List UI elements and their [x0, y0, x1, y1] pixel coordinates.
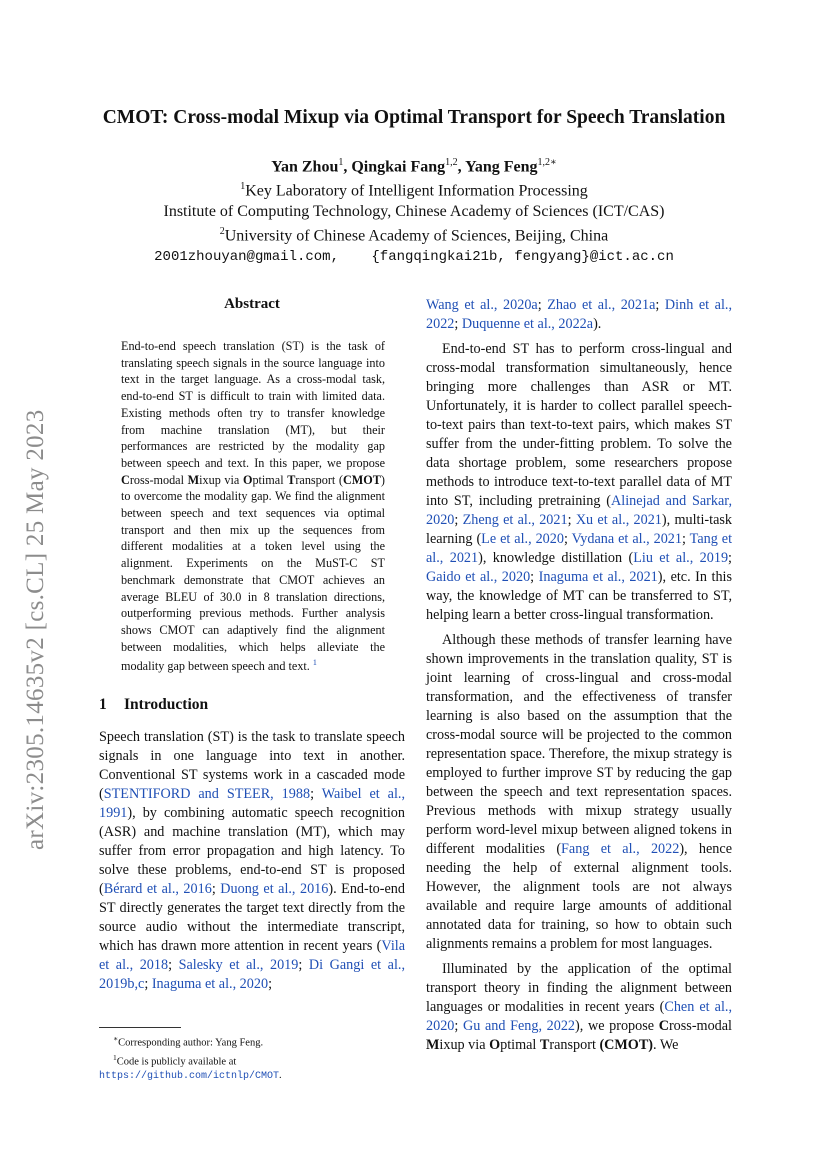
intro-paragraph-2: End-to-end ST has to perform cross-lingual and cross-modal transformation simultaneously, hence bringing more challenges than ASR or MT. Unfortunately, it is harder to collect parallel speech-to-text pairs than text-to-text pairs, which makes ST suffer from the under-fitting problem. To solve the data shortage problem, some researchers propose methods to introduce text-to-text parallel data of MT into ST, including pretraining (Alinejad and Sarkar, 2020; Zheng et al., 2021; Xu et al., 2021), multi-task learning (Le et al., 2020; Vydana et al., 2021; Tang et al., 2021), knowledge distillation (Liu et al., 2019; Gaido et al., 2020; Inaguma et al., 2021), etc. In this way, the knowledge of MT can be transferred to ST, helping learn a better cross-lingual transformation. [426, 341, 733, 623]
citation-link[interactable]: Bérard et al., 2016 [103, 881, 212, 898]
footnote-link[interactable]: 1 [312, 658, 317, 668]
affiliation-1b: Institute of Computing Technology, Chinese Academy of Sciences (ICT/CAS) [163, 202, 665, 220]
abstract-text: End-to-end speech translation (ST) is the task of translating speech signals in the source language into text in the target language. As a cross-modal task, end-to-end ST is difficult to train with limited data. Existing methods often try to transfer knowledge from machine translation (MT), but their performances are restricted by the modality gap between speech and text. In this paper, we propose Cross-modal Mixup via Optimal Transport (CMOT) to overcome the modality gap. We find the alignment between speech and text sequences via optimal transport and then mix up the sequences from different modalities at a token level using the alignment. Experiments on the MuST-C ST benchmark demonstrate that CMOT achieves an average BLEU of 30.0 in 8 translation directions, outperforming previous methods. Further analysis shows CMOT can adaptively find the alignment between modalities, which helps alleviate the modality gap between speech and text. $^1$ [121, 339, 385, 674]
right-column [426, 296, 732, 1055]
footnotes [99, 1027, 405, 1084]
author-name: Qingkai Fang [351, 158, 446, 176]
citation-link[interactable]: Dinh et al., 2022 [426, 297, 733, 332]
affiliation-mark: 1,2∗ [537, 157, 557, 168]
author-emails [0, 247, 828, 267]
citation-link[interactable]: Waibel et al., 1991 [99, 786, 406, 822]
paper-title: CMOT: Cross-modal Mixup via Optimal Transport for Speech Translation [102, 107, 726, 128]
author-block [0, 153, 828, 267]
citation-link[interactable]: Zheng et al., 2021 [462, 512, 568, 528]
citation-link[interactable]: Salesky et al., 2019 [178, 957, 299, 974]
section-heading-introduction: 1 Introduction [99, 696, 209, 714]
citation-link[interactable]: STENTIFORD and STEER, 1988 [103, 786, 311, 803]
email-address[interactable]: 2001zhouyan@gmail.com, [154, 248, 339, 265]
code-url-link[interactable]: https://github.com/ictnlp/CMOT [99, 1071, 280, 1082]
arxiv-stamp[interactable]: arXiv:2305.14635v2 [cs.CL] 25 May 2023 [22, 409, 49, 850]
citation-link[interactable]: Vila et al., 2018 [99, 938, 405, 974]
affiliation-mark: 1 [338, 157, 344, 168]
footnote-corresponding-author: ∗Corresponding author: Yang Feng. [113, 1034, 264, 1049]
abstract-heading: Abstract [224, 296, 280, 312]
email-address[interactable]: {fangqingkai21b, fengyang}@ict.ac.cn [371, 248, 674, 265]
affiliation-1: $^1$Key Laboratory of Intelligent Information Processing [240, 181, 588, 200]
citation-link[interactable]: Wang et al., 2020a [426, 297, 538, 313]
author-name: Yan Zhou [271, 158, 339, 176]
left-column [99, 296, 405, 994]
citation-link[interactable]: Fang et al., 2022 [561, 841, 680, 857]
footnote-code: $^1$Code is publicly available at https://github.com/ictnlp/CMOT. [99, 1052, 282, 1082]
citation-link[interactable]: Tang et al., 2021 [426, 531, 733, 566]
intro-paragraph-4: Illuminated by the application of the optimal transport theory in finding the alignment between languages or modalities in recent years (Chen et al., 2020; Gu and Feng, 2022), we propose Cross-modal Mixup via Optimal Transport (CMOT). We [426, 961, 733, 1053]
citation-link[interactable]: Duong et al., 2016 [220, 881, 329, 898]
citation-link[interactable]: Inaguma et al., 2020 [151, 976, 269, 993]
citation-link[interactable]: Gaido et al., 2020 [426, 569, 531, 585]
footnote-divider [99, 1027, 181, 1028]
citation-link[interactable]: Xu et al., 2021 [575, 512, 662, 528]
citation-link[interactable]: Di Gangi et al., 2019b,c [99, 957, 405, 993]
citation-link[interactable]: Gu and Feng, 2022 [462, 1018, 576, 1034]
citation-link[interactable]: Chen et al., 2020 [426, 999, 732, 1034]
intro-paragraph-1: Speech translation (ST) is the task to translate speech signals in one language into text in another. Conventional ST systems work in a cascaded mode (STENTIFORD and STEER, 1988; Waibel et al., 1991), by combining automatic speech recognition (ASR) and machine translation (MT), which may suffer from error propagation and high latency. To solve these problems, end-to-end ST is proposed (Bérard et al., 2016; Duong et al., 2016). End-to-end ST directly generates the target text directly from the source audio without the intermediate transcript, which has drawn more attention in recent years (Vila et al., 2018; Salesky et al., 2019; Di Gangi et al., 2019b,c; Inaguma et al., 2020; [99, 729, 406, 993]
affiliation-2: $^2$University of Chinese Academy of Sciences, Beijing, China [219, 225, 609, 244]
citation-link[interactable]: Inaguma et al., 2021 [538, 569, 658, 585]
affiliation-mark: 1,2 [445, 157, 458, 168]
author-names: Yan Zhou$^1$, Qingkai Fang$^{1,2}$, Yang Feng$^{1,2∗}$ [271, 157, 557, 176]
citation-link[interactable]: Zhao et al., 2021a [547, 297, 656, 313]
citation-link[interactable]: Duquenne et al., 2022a [461, 316, 594, 332]
citation-link[interactable]: Liu et al., 2019 [633, 550, 729, 566]
intro-paragraph-1-cont: Wang et al., 2020a; Zhao et al., 2021a; Dinh et al., 2022; Duquenne et al., 2022a). [426, 297, 733, 332]
citation-link[interactable]: Vydana et al., 2021 [571, 531, 682, 547]
citation-link[interactable]: Alinejad and Sarkar, 2020 [426, 493, 732, 528]
intro-paragraph-3: Although these methods of transfer learning have shown improvements in the translation quality, ST is joint learning of cross-lingual and cross-modal transformation, and the effectiveness of transfer learning is also based on the assumption that the cross-modal source will be projected to the common representation space. Therefore, the mixup strategy is employed to further improve ST by reducing the gap between the speech and text representation spaces. Previous methods with mixup strategy usually perform word-level mixup between aligned tokens in different modalities (Fang et al., 2022), hence needing the help of external alignment tools. However, the alignment tools are not always available and require large amounts of additional annotated data for training, so how to obtain such alignments remains a problem for most languages. [426, 632, 732, 952]
author-name: Yang Feng [465, 158, 538, 176]
citation-link[interactable]: Le et al., 2020 [481, 531, 564, 547]
